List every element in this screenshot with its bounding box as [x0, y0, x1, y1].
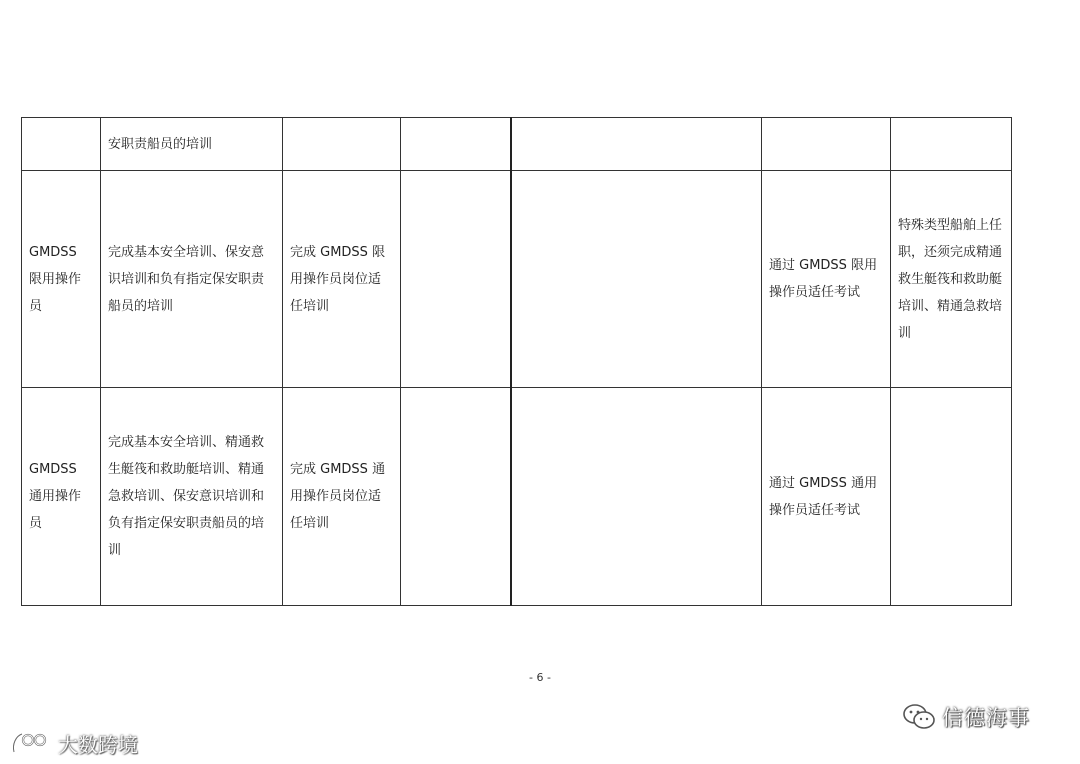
- table-row: [22, 171, 1012, 388]
- wechat-icon: [902, 703, 936, 731]
- page-number: - 6 -: [529, 671, 551, 684]
- blank-cell: [511, 388, 762, 606]
- exam-cell: 通过 GMDSS 通用操作员适任考试: [762, 388, 891, 606]
- prerequisite-cell: 完成基本安全培训、保安意识培训和负有指定保安职责船员的培训: [101, 171, 283, 388]
- blank-cell: [511, 118, 762, 171]
- prerequisite-cell: 安职责船员的培训: [101, 118, 283, 171]
- dashujk-logo-icon: [10, 730, 54, 756]
- role-cell: GMDSS 限用操作员: [22, 171, 101, 388]
- role-cell: [22, 118, 101, 171]
- prerequisite-cell: 完成基本安全培训、精通救生艇筏和救助艇培训、精通急救培训、保安意识培训和负有指定保安职责船员的培训: [101, 388, 283, 606]
- remarks-cell: [891, 118, 1012, 171]
- blank-cell: [401, 118, 511, 171]
- role-cell: GMDSS 通用操作员: [22, 388, 101, 606]
- table-row: [22, 118, 1012, 171]
- table-row: [22, 388, 1012, 606]
- watermark-text: 信德海事: [942, 706, 1030, 730]
- blank-cell: [511, 171, 762, 388]
- watermark-text: 大数跨境: [58, 732, 138, 757]
- training-requirements-table: [21, 117, 1012, 606]
- remarks-cell: 特殊类型船舶上任职，还须完成精通救生艇筏和救助艇培训、精通急救培训: [891, 171, 1012, 388]
- blank-cell: [401, 171, 511, 388]
- blank-cell: [401, 388, 511, 606]
- post-training-cell: 完成 GMDSS 通用操作员岗位适任培训: [283, 388, 401, 606]
- post-training-cell: 完成 GMDSS 限用操作员岗位适任培训: [283, 171, 401, 388]
- watermark-xindehaishi: [902, 702, 1030, 732]
- exam-cell: [762, 118, 891, 171]
- post-training-cell: [283, 118, 401, 171]
- remarks-cell: [891, 388, 1012, 606]
- watermark-dashujk: [10, 728, 138, 758]
- exam-cell: 通过 GMDSS 限用操作员适任考试: [762, 171, 891, 388]
